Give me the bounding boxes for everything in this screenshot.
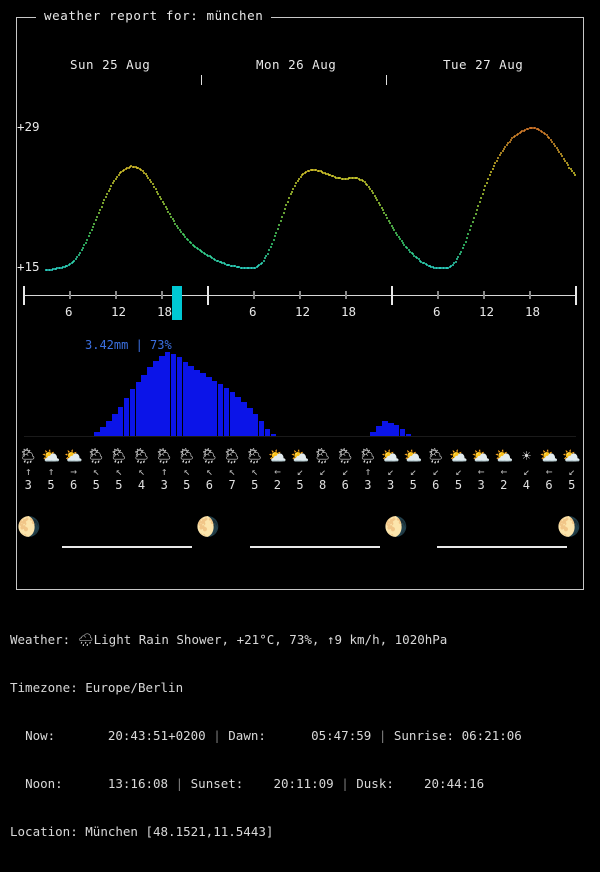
hourly-weather-cell [289,448,311,492]
precipitation-bar [171,354,176,436]
precipitation-bar [388,423,393,437]
day-header-2: Tue 27 Aug [443,57,524,72]
rain-icon: 🌦 [199,447,219,465]
day-boundary-tick [207,286,209,305]
footer-weather-row [10,632,594,648]
moon-phase-icon: 🌖 [196,516,220,538]
wind-direction-arrow: ↙ [568,465,575,478]
precipitation-bar [124,398,129,436]
hourly-weather-cell [153,448,175,492]
moon-phase-icon: 🌖 [557,516,581,538]
temp-max-label: +29 [17,119,40,134]
precipitation-bar [400,429,405,436]
precipitation-bar [141,375,146,436]
wind-speed-value: 5 [115,478,123,492]
wind-speed-value: 5 [296,478,304,492]
precipitation-bar [183,362,188,436]
moon-phase-icon: 🌖 [384,516,408,538]
footer-location-value: München [48.1521,11.5443] [85,824,274,839]
precipitation-bar [130,389,135,436]
hourly-weather-cell [266,448,288,492]
footer-sunrise-value: 06:21:06 [461,728,522,743]
precipitation-bar [394,425,399,436]
hour-tick [69,291,71,299]
wind-speed-value: 2 [273,478,281,492]
wind-direction-arrow: ↖ [206,465,213,478]
temp-min-label: +15 [17,259,40,274]
precipitation-bar [177,357,182,436]
hourly-weather-cell [448,448,470,492]
report-footer [10,600,594,872]
rain-icon: 🌦 [109,447,129,465]
precipitation-bar [230,392,235,436]
rain-icon: 🌦 [154,447,174,465]
wind-direction-arrow: ↖ [251,465,258,478]
footer-now-sep2: | [371,728,394,743]
footer-dawn-key: Dawn: [228,728,266,743]
hour-tick-label: 12 [111,304,127,319]
precipitation-bar [206,377,211,436]
precipitation-baseline [24,436,576,437]
partly-cloudy-icon: ⛅ [381,447,400,465]
precipitation-bar [247,408,252,436]
precipitation-bar [100,427,105,436]
wind-direction-arrow: ↖ [138,465,145,478]
precipitation-bar [200,373,205,436]
wind-direction-arrow: → [70,465,77,478]
wind-direction-arrow: ← [274,465,281,478]
wind-speed-value: 7 [228,478,236,492]
hourly-weather-cell [402,448,424,492]
hour-tick-label: 18 [525,304,541,319]
precipitation-bar [136,382,141,436]
hourly-weather-cell [17,448,39,492]
footer-timezone-key: Timezone: [10,680,78,695]
hourly-weather-cell [425,448,447,492]
wind-direction-arrow: ↖ [115,465,123,478]
footer-dawn-gap [266,728,311,743]
hour-tick-label: 6 [433,304,441,319]
partly-cloudy-icon: ⛅ [41,447,61,465]
wind-speed-value: 5 [47,478,55,492]
partly-cloudy-icon: ⛅ [471,447,491,465]
footer-noon-value: 13:16:08 [107,776,169,791]
wind-direction-arrow: ↖ [228,465,236,478]
hourly-weather-cell [515,448,537,492]
partly-cloudy-icon: ⛅ [562,447,582,465]
footer-now-key: Now: [25,728,56,743]
page-title: weather report for: münchen [40,8,267,23]
footer-now-indent [10,728,25,743]
precipitation-peak-label: 3.42mm | 73% [85,338,172,352]
wind-speed-value: 5 [183,478,191,492]
hourly-weather-row [17,448,583,506]
footer-noon-row [10,776,594,792]
hour-tick [483,291,485,299]
wind-direction-arrow: ↑ [24,465,32,478]
footer-dawn-value: 05:47:59 [311,728,372,743]
footer-location-key: Location: [10,824,78,839]
rain-icon: 🌦 [86,447,106,465]
daylight-bar [437,546,567,548]
precipitation-bar [147,367,152,436]
footer-now-row [10,728,594,744]
footer-now-gap [55,728,108,743]
wind-direction-arrow: ← [500,465,508,478]
wind-direction-arrow: ↙ [319,465,326,478]
day-header-1: Mon 26 Aug [256,57,337,72]
footer-weather-key: Weather: [10,632,71,647]
precipitation-bar [194,370,199,436]
wind-direction-arrow: ↙ [432,465,440,478]
footer-noon-sep1: | [168,776,191,791]
precipitation-bar [382,421,387,436]
hourly-weather-cell [198,448,220,492]
wind-direction-arrow: ← [477,465,485,478]
hourly-weather-cell [312,448,334,492]
wind-speed-value: 3 [160,478,168,492]
hourly-weather-cell [176,448,198,492]
footer-dusk-value: 20:44:16 [424,776,485,791]
wind-direction-arrow: ↙ [387,465,394,478]
wind-speed-value: 3 [364,478,372,492]
wind-speed-value: 2 [500,478,508,492]
precipitation-bar [218,384,223,436]
hourly-weather-cell [380,448,402,492]
partly-cloudy-icon: ⛅ [494,447,514,465]
partly-cloudy-icon: ⛅ [403,447,423,465]
wind-direction-arrow: ↙ [455,465,462,478]
wind-speed-value: 6 [205,478,213,492]
daylight-bar [250,546,380,548]
hour-tick-label: 6 [249,304,257,319]
footer-now-sep1: | [205,728,229,743]
wind-speed-value: 4 [137,478,146,492]
footer-weather-sep [70,632,78,647]
hour-tick-label: 18 [341,304,357,319]
footer-now-value: 20:43:51+0200 [107,728,206,743]
day-boundary-tick [575,286,577,305]
partly-cloudy-icon: ⛅ [539,447,559,465]
partly-cloudy-icon: ⛅ [449,447,468,465]
wind-speed-value: 3 [386,478,395,492]
hour-tick-label: 6 [65,304,73,319]
precipitation-bar [265,429,270,436]
rain-icon: 🌦 [245,447,265,465]
wind-speed-value: 5 [568,478,576,492]
wind-speed-value: 3 [24,478,32,492]
hourly-weather-cell [538,448,560,492]
hourly-weather-cell [244,448,266,492]
precipitation-bar [253,414,258,436]
footer-dusk-gap [394,776,424,791]
wind-speed-value: 6 [69,478,78,492]
rain-icon: 🌦 [426,447,446,465]
wind-speed-value: 3 [477,478,485,492]
hour-tick [161,291,163,299]
wind-speed-value: 6 [432,478,440,492]
wind-direction-arrow: ↙ [296,465,304,478]
footer-sunrise-gap [454,728,462,743]
partly-cloudy-icon: ⛅ [290,447,310,465]
precipitation-bar [235,397,240,436]
hourly-weather-cell [85,448,107,492]
wind-direction-arrow: ↙ [523,465,530,478]
precipitation-chart [24,352,576,436]
footer-noon-sep2: | [333,776,357,791]
rain-icon: 🌦 [335,447,355,465]
precipitation-bar [224,388,229,436]
hour-tick [253,291,255,299]
day-boundary-tick [23,286,25,305]
hour-tick [437,291,439,299]
footer-sunrise-key: Sunrise: [393,728,455,743]
wind-speed-value: 8 [318,478,327,492]
wind-direction-arrow: ↑ [160,465,168,478]
precipitation-bar [118,407,123,437]
daylight-bar [62,546,192,548]
hour-tick [529,291,531,299]
rain-icon: 🌦 [177,447,197,465]
wind-direction-arrow: ↖ [92,465,100,478]
hourly-weather-cell [131,448,153,492]
hourly-weather-cell [334,448,356,492]
current-time-marker [172,286,182,320]
wind-speed-value: 5 [409,478,417,492]
hourly-weather-cell [40,448,62,492]
precipitation-bar [241,402,246,436]
day-header-0: Sun 25 Aug [70,57,151,72]
hourly-weather-cell [63,448,85,492]
footer-noon-key: Noon: [25,776,63,791]
hourly-weather-cell [221,448,243,492]
rain-icon: 🌦 [131,447,152,465]
partly-cloudy-icon: ⛅ [268,447,287,465]
wind-direction-arrow: ↖ [183,465,191,478]
hourly-weather-cell [561,448,583,492]
rain-icon: 🌦 [313,447,333,465]
hour-tick-label: 12 [295,304,311,319]
precipitation-bar [112,414,117,436]
wind-direction-arrow: ↑ [47,465,55,478]
footer-timezone-row [10,680,594,696]
hourly-weather-cell [470,448,492,492]
footer-noon-indent [10,776,25,791]
wind-speed-value: 5 [454,478,463,492]
wind-speed-value: 5 [251,478,259,492]
precipitation-bar [159,356,164,436]
wind-speed-value: 5 [92,478,100,492]
wind-direction-arrow: ↙ [341,465,349,478]
wind-speed-value: 4 [522,478,530,492]
rain-icon: 🌦 [18,447,38,465]
footer-timezone-value: Europe/Berlin [85,680,184,695]
moon-phase-icon: 🌖 [17,516,41,538]
hour-tick-label: 12 [479,304,495,319]
footer-location-row [10,824,594,840]
hourly-weather-cell [493,448,515,492]
footer-dusk-key: Dusk: [356,776,394,791]
wind-direction-arrow: ↑ [364,465,372,478]
precipitation-bar [376,426,381,436]
precipitation-bar [165,352,170,436]
precipitation-bar [153,361,158,436]
wind-direction-arrow: ↙ [409,465,417,478]
precipitation-bar [212,381,217,436]
footer-sunset-key: Sunset: [190,776,244,791]
hour-tick [115,291,117,299]
hour-tick [345,291,347,299]
wind-speed-value: 6 [545,478,553,492]
sunny-icon: ☀ [521,447,531,465]
precipitation-bar [106,421,111,436]
partly-cloudy-icon: ⛅ [64,447,83,465]
hour-tick-label: 18 [157,304,173,319]
footer-noon-gap [63,776,108,791]
footer-loc-gap [78,824,86,839]
hourly-weather-cell [108,448,130,492]
rain-icon: 🌦 [222,447,242,465]
footer-weather-value: Light Rain Shower, +21°C, 73%, ↑9 km/h, 1020hPa [93,632,448,647]
hour-tick [299,291,301,299]
wind-direction-arrow: ← [545,465,553,478]
rain-icon: 🌦 [358,447,378,465]
footer-sunset-gap [243,776,273,791]
day-boundary-tick [391,286,393,305]
footer-sunset-value: 20:11:09 [273,776,334,791]
moon-phase-row [17,516,583,561]
rain-cloud-icon: 🌧 [77,632,94,647]
precipitation-bar [188,366,193,436]
wind-speed-value: 6 [341,478,349,492]
hourly-weather-cell [357,448,379,492]
precipitation-bar [259,421,264,436]
